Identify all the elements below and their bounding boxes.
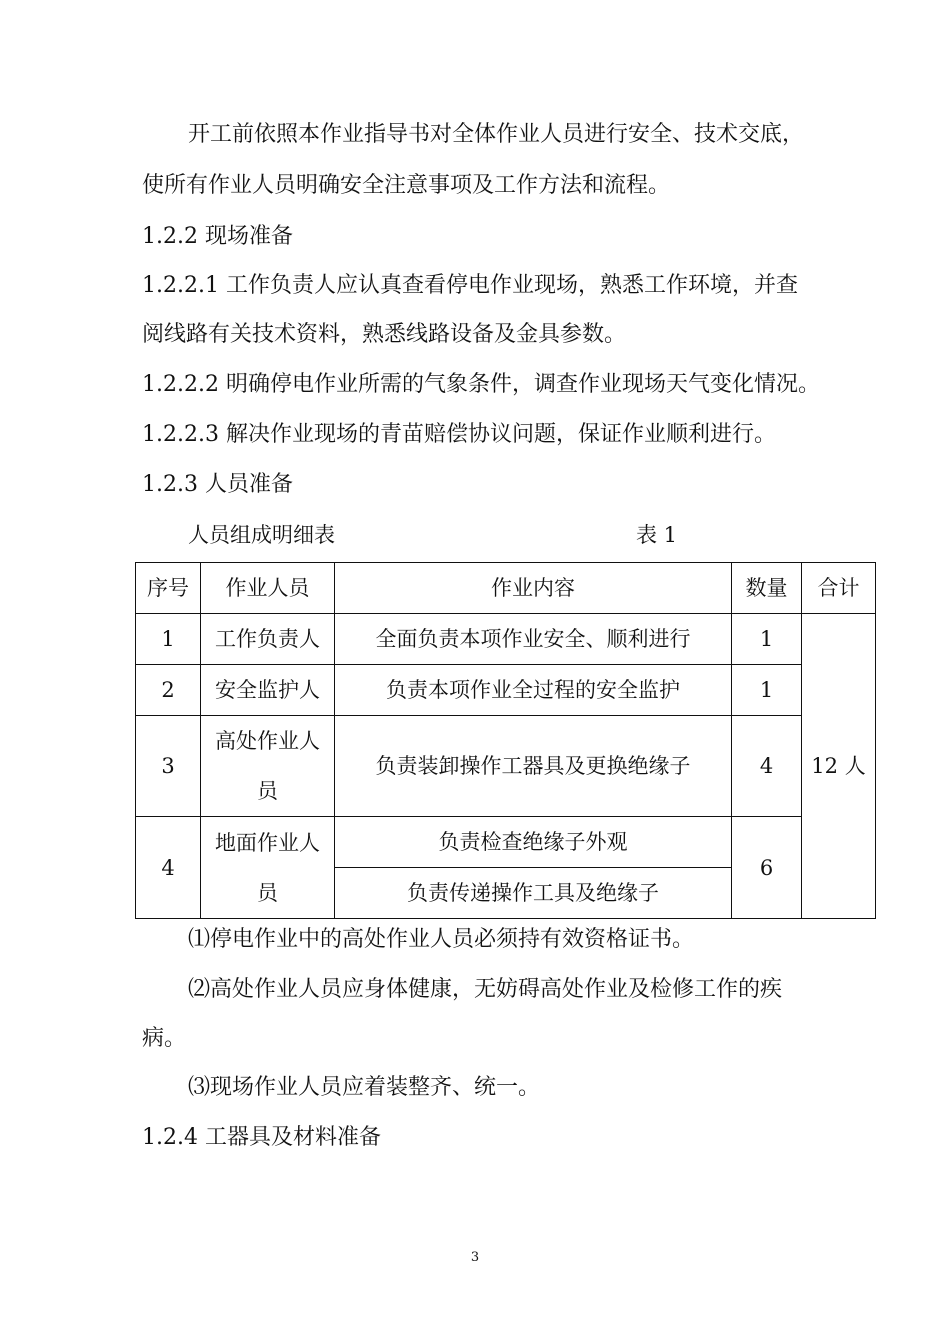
note-line: ⑵高处作业人员应身体健康，无妨碍高处作业及检修工作的疾 xyxy=(188,977,783,1002)
header-cell: 作业内容 xyxy=(335,563,732,614)
cell-content: 全面负责本项作业安全、顺利进行 xyxy=(335,614,732,665)
cell-role-line: 高处作业人 xyxy=(215,729,320,753)
cell-total: 12 人 xyxy=(802,614,876,919)
cell-role: 工作负责人 xyxy=(201,614,335,665)
note-line: ⑶现场作业人员应着装整齐、统一。 xyxy=(188,1075,541,1100)
cell-no: 1 xyxy=(136,614,201,665)
cell-content: 负责传递操作工具及绝缘子 xyxy=(335,868,732,919)
paragraph-line: 阅线路有关技术资料，熟悉线路设备及金具参数。 xyxy=(142,322,627,347)
header-cell: 序号 xyxy=(136,563,201,614)
paragraph-line: 使所有作业人员明确安全注意事项及工作方法和流程。 xyxy=(142,173,671,198)
cell-content: 负责装卸操作工器具及更换绝缘子 xyxy=(335,716,732,817)
personnel-table xyxy=(135,562,876,919)
cell-qty: 6 xyxy=(732,817,802,919)
cell-no: 2 xyxy=(136,665,201,716)
header-cell: 合计 xyxy=(802,563,876,614)
table-row xyxy=(136,716,876,817)
cell-qty: 1 xyxy=(732,665,802,716)
cell-qty: 4 xyxy=(732,716,802,817)
paragraph-line: 1.2.2.3 解决作业现场的青苗赔偿协议问题，保证作业顺利进行。 xyxy=(142,422,776,447)
table-caption: 人员组成明细表 xyxy=(188,523,335,547)
cell-role xyxy=(201,716,335,817)
table-row xyxy=(136,614,876,665)
paragraph-line: 开工前依照本作业指导书对全体作业人员进行安全、技术交底， xyxy=(188,122,805,147)
cell-role: 安全监护人 xyxy=(201,665,335,716)
cell-role xyxy=(201,817,335,919)
table-row xyxy=(136,817,876,868)
table-label: 表 1 xyxy=(636,523,678,547)
cell-qty: 1 xyxy=(732,614,802,665)
table-row xyxy=(136,665,876,716)
note-line: ⑴停电作业中的高处作业人员必须持有效资格证书。 xyxy=(188,927,695,952)
section-heading: 1.2.3 人员准备 xyxy=(142,472,293,497)
cell-role-line: 员 xyxy=(257,779,278,803)
paragraph-line: 1.2.2.1 工作负责人应认真查看停电作业现场，熟悉工作环境，并查 xyxy=(142,273,798,298)
section-heading: 1.2.2 现场准备 xyxy=(142,224,293,249)
header-cell: 作业人员 xyxy=(201,563,335,614)
paragraph-line: 1.2.2.2 明确停电作业所需的气象条件，调查作业现场天气变化情况。 xyxy=(142,372,820,397)
page-number: 3 xyxy=(470,1250,480,1265)
cell-role-line: 员 xyxy=(257,880,278,905)
header-cell: 数量 xyxy=(732,563,802,614)
section-heading: 1.2.4 工器具及材料准备 xyxy=(142,1125,381,1150)
cell-content: 负责本项作业全过程的安全监护 xyxy=(335,665,732,716)
cell-no: 4 xyxy=(136,817,201,919)
table-header-row xyxy=(136,563,876,614)
note-line: 病。 xyxy=(142,1026,187,1051)
cell-content: 负责检查绝缘子外观 xyxy=(335,817,732,868)
cell-role-line: 地面作业人 xyxy=(215,830,320,855)
cell-no: 3 xyxy=(136,716,201,817)
